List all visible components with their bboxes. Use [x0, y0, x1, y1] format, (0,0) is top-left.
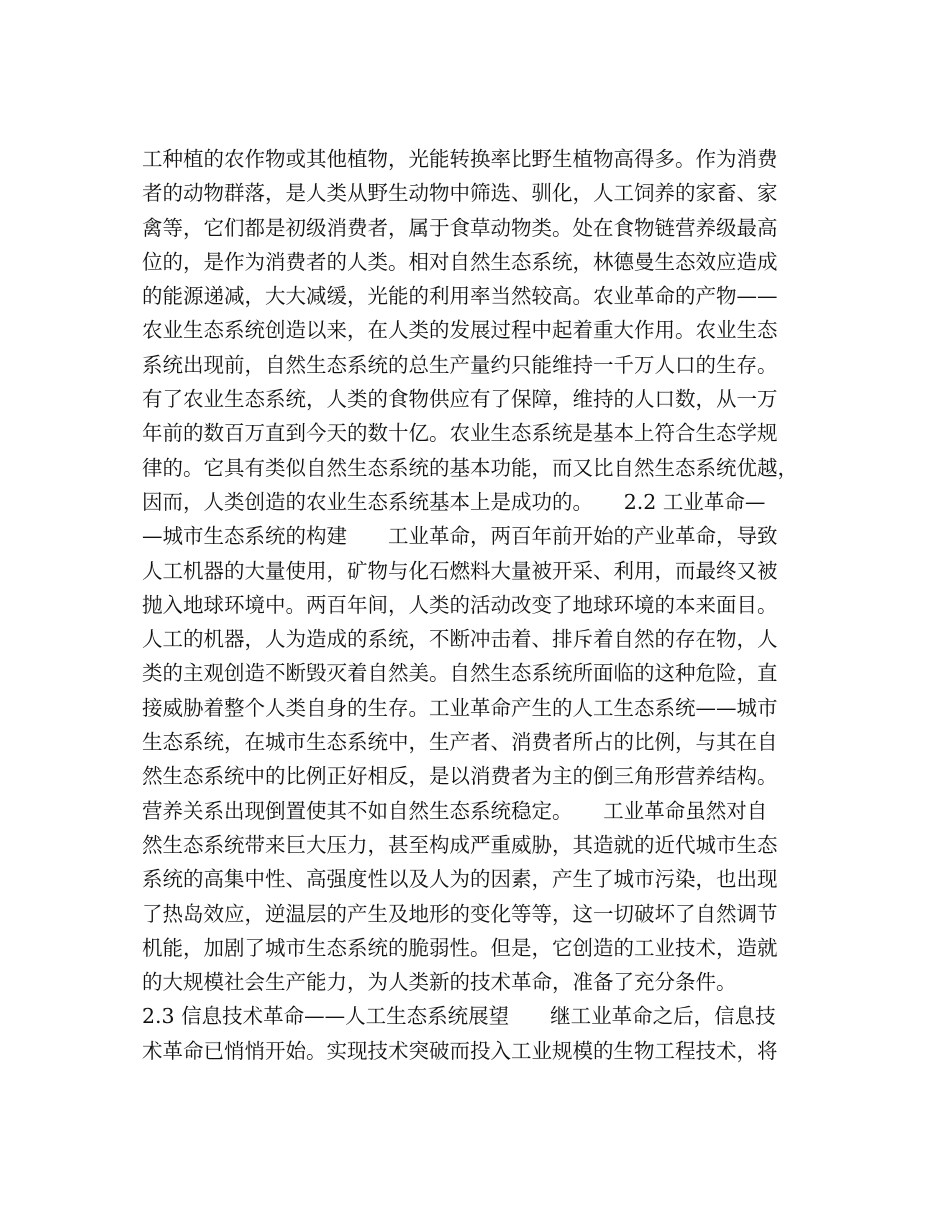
text-line: 有了农业生态系统，人类的食物供应有了保障，维持的人口数，从一万 — [142, 387, 778, 412]
text-line: 者的动物群落，是人类从野生动物中筛选、驯化，人工饲养的家畜、家 — [142, 181, 778, 206]
text-line: 位的，是作为消费者的人类。相对自然生态系统，林德曼生态效应造成 — [142, 249, 778, 274]
text-line: 系统出现前，自然生态系统的总生产量约只能维持一千万人口的生存。 — [142, 352, 778, 377]
text-line: 的大规模社会生产能力，为人类新的技术革命，准备了充分条件。 — [142, 970, 737, 995]
text-line: 了热岛效应，逆温层的产生及地形的变化等等，这一切破坏了自然调节 — [142, 901, 778, 926]
body-text — [142, 142, 832, 1068]
text-line: —城市生态系统的构建 工业革命，两百年前开始的产业革命，导致 — [142, 524, 778, 549]
text-line: 接威胁着整个人类自身的生存。工业革命产生的人工生态系统——城市 — [142, 695, 778, 720]
text-line: 机能，加剧了城市生态系统的脆弱性。但是，它创造的工业技术，造就 — [142, 935, 778, 960]
text-line: 系统的高集中性、高强度性以及人为的因素，产生了城市污染，也出现 — [142, 867, 778, 892]
text-line: 然生态系统带来巨大压力，甚至构成严重威胁，其造就的近代城市生态 — [142, 832, 778, 857]
text-line: 类的主观创造不断毁灭着自然美。自然生态系统所面临的这种危险，直 — [142, 661, 778, 686]
text-line: 人工机器的大量使用，矿物与化石燃料大量被开采、利用，而最终又被 — [142, 558, 778, 583]
text-line: 生态系统，在城市生态系统中，生产者、消费者所占的比例，与其在自 — [142, 730, 778, 755]
text-line: 营养关系出现倒置使其不如自然生态系统稳定。 工业革命虽然对自 — [142, 798, 768, 823]
text-line: 因而，人类创造的农业生态系统基本上是成功的。 2.2 工业革命— — [142, 489, 766, 514]
text-line: 术革命已悄悄开始。实现技术突破而投入工业规模的生物工程技术，将 — [142, 1038, 778, 1063]
text-line: 律的。它具有类似自然生态系统的基本功能，而又比自然生态系统优越， — [142, 455, 798, 480]
text-line: 2.3 信息技术革命——人工生态系统展望 继工业革命之后，信息技 — [142, 1004, 776, 1029]
text-line: 农业生态系统创造以来，在人类的发展过程中起着重大作用。农业生态 — [142, 318, 778, 343]
text-line: 禽等，它们都是初级消费者，属于食草动物类。处在食物链营养级最高 — [142, 215, 778, 240]
text-line: 的能源递减，大大减缓，光能的利用率当然较高。农业革命的产物—— — [142, 284, 778, 309]
text-line: 年前的数百万直到今天的数十亿。农业生态系统是基本上符合生态学规 — [142, 421, 778, 446]
text-line: 然生态系统中的比例正好相反，是以消费者为主的倒三角形营养结构。 — [142, 764, 778, 789]
text-line: 工种植的农作物或其他植物，光能转换率比野生植物高得多。作为消费 — [142, 147, 778, 171]
text-line: 人工的机器，人为造成的系统，不断冲击着、排斥着自然的存在物，人 — [142, 627, 778, 652]
text-line: 抛入地球环境中。两百年间，人类的活动改变了地球环境的本来面目。 — [142, 592, 778, 617]
